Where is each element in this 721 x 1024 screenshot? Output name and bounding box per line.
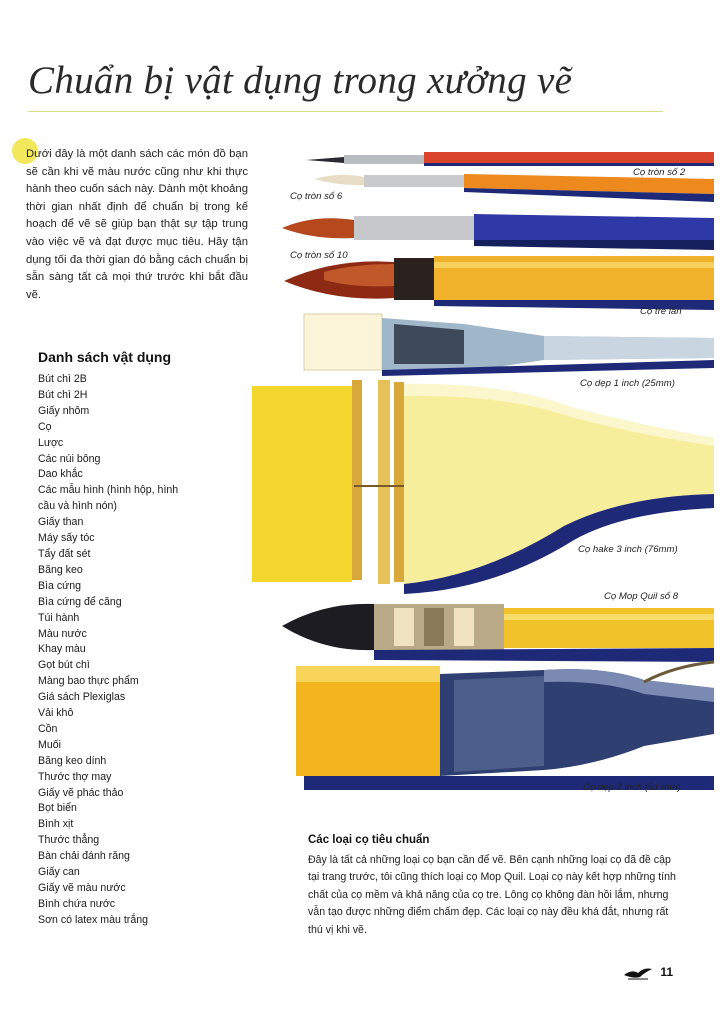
list-item: Băng keo xyxy=(38,563,83,576)
list-item: Dao khắc xyxy=(38,468,83,481)
list-item: Cồn xyxy=(38,722,58,735)
list-item: Giấy can xyxy=(38,866,80,879)
list-item: Giấy than xyxy=(38,516,84,529)
title-divider xyxy=(28,111,663,112)
list-item: Băng keo dính xyxy=(38,754,107,767)
flat-brush-1inch-illustration xyxy=(304,314,714,376)
list-item: Vải khô xyxy=(38,707,74,720)
supply-list xyxy=(38,372,228,929)
brush-illustration xyxy=(244,146,721,806)
list-item: Bìa cứng xyxy=(38,579,82,592)
list-item: Giấy nhôm xyxy=(38,404,90,417)
page-title: Chuẩn bị vật dụng trong xưởng vẽ xyxy=(28,59,573,102)
mop-quill-brush-illustration xyxy=(282,604,714,662)
caption-hake-brush: Cọ hake 3 inch (76mm) xyxy=(578,544,678,555)
list-item: Gọt bút chì xyxy=(38,659,90,672)
list-item: Muối xyxy=(38,738,61,751)
caption-bamboo-brush: Cọ tre lăn xyxy=(640,306,682,317)
caption-round-brush-6: Cọ tròn số 6 xyxy=(290,191,343,202)
list-item: Khay màu xyxy=(38,643,86,656)
list-item: Cọ xyxy=(38,420,52,433)
list-item: Bọt biển xyxy=(38,802,77,815)
list-item: Bình chứa nước xyxy=(38,897,116,910)
list-item: Màu nước xyxy=(38,627,87,640)
caption-round-brush-10: Cọ tròn số 10 xyxy=(290,250,348,261)
page-number: 11 xyxy=(660,965,673,979)
list-item: Túi hành xyxy=(38,611,80,624)
caption-mop-quill-brush: Cọ Mop Quil số 8 xyxy=(604,591,679,602)
list-item: Bút chì 2H xyxy=(38,388,88,401)
supply-list-heading: Danh sách vật dụng xyxy=(38,349,172,365)
round-brush-6-illustration xyxy=(314,174,714,202)
flat-brush-2inch-illustration xyxy=(296,662,714,790)
list-item: Giá sách Plexiglas xyxy=(38,691,126,704)
caption-flat-brush-1inch: Cọ dẹp 1 inch (25mm) xyxy=(580,378,675,389)
intro-paragraph: Dưới đây là một danh sách các món đồ bạn sẽ cần khi vẽ màu nước cũng như khi thực hành theo cuốn sách này. Dành một khoảng thời gian nhất định để chuẩn bị trong kế hoạch để vẽ sẽ giúp bạn thật sự tập trung vào việc vẽ và đạt được mục tiêu. Hãy tận dụng tối đa thời gian đó bằng cách chuẩn bị sẵn sàng tất cả mọi thứ trước khi bắt đầu vẽ. xyxy=(26,148,248,301)
page-footer xyxy=(622,963,673,981)
list-item: Sơn có latex màu trắng xyxy=(38,913,148,926)
list-item: Máy sấy tóc xyxy=(38,532,95,545)
round-brush-10-illustration xyxy=(282,214,714,250)
section-body: Đây là tất cả những loại cọ bạn cần để vẽ. Bên cạnh những loại cọ đã đề cập tại trang trước, tôi cũng thích loại cọ Mop Quil. Loại cọ này kết hợp những tính chất của cọ mềm và khả năng của cọ tre. Lông cọ không đàn hồi lắm, nhưng vẫn tạo được những điểm chấm đẹp. Các loại cọ này đều khá đắt, nhưng rất thú vị khi vẽ. xyxy=(308,854,676,936)
list-item: Bàn chải đánh răng xyxy=(38,850,130,863)
list-item: Tẩy đất sét xyxy=(38,547,91,560)
caption-flat-brush-2inch: Cọ dẹp 2 inch (51 mm) xyxy=(583,782,681,793)
bamboo-brush-illustration xyxy=(284,256,714,310)
caption-round-brush-2: Cọ tròn số 2 xyxy=(633,167,686,178)
list-item: Giấy vẽ màu nước xyxy=(38,882,126,894)
list-item: Bìa cứng để căng xyxy=(38,595,122,608)
list-item: Giấy vẽ phác thảo xyxy=(38,786,124,799)
list-item: Các núi bông xyxy=(38,452,101,465)
bird-icon xyxy=(622,963,654,981)
list-item: Bút chì 2B xyxy=(38,373,87,385)
round-brush-2-illustration xyxy=(306,152,714,166)
list-item: Thước thẳng xyxy=(38,834,100,847)
list-item: Thước thợ may xyxy=(38,770,112,783)
list-item: Các mẫu hình (hình hộp, hình cầu và hình nón) xyxy=(38,484,179,513)
list-item: Bình xịt xyxy=(38,818,74,831)
hake-brush-3inch-illustration xyxy=(252,380,714,594)
section-heading: Các loại cọ tiêu chuẩn xyxy=(308,834,430,846)
list-item: Lược xyxy=(38,436,64,449)
list-item: Màng bao thực phẩm xyxy=(38,675,139,688)
standard-brushes-section xyxy=(308,834,680,939)
